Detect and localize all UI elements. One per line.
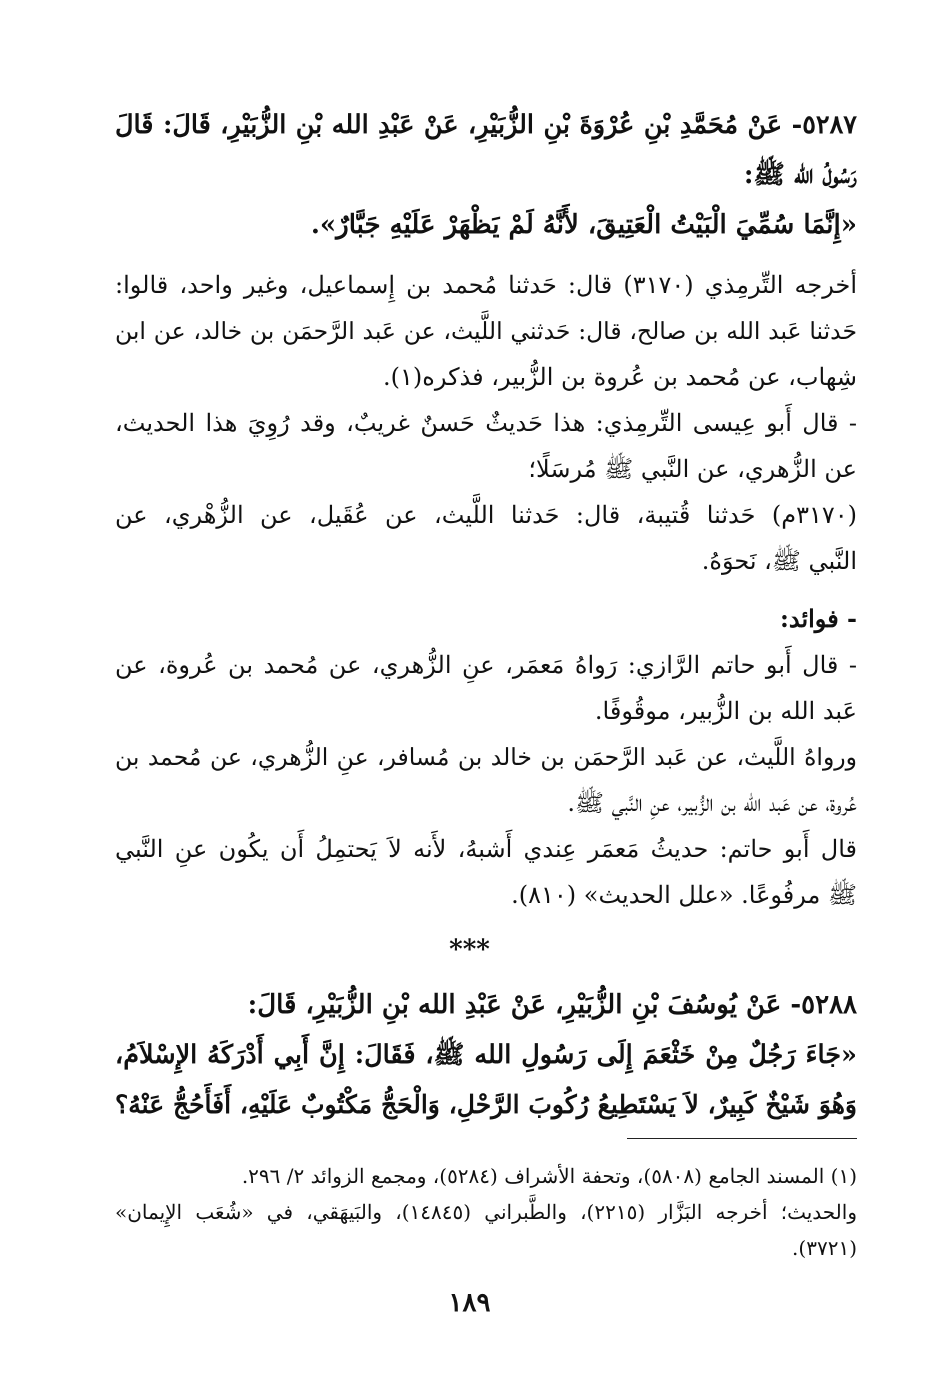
hadith-5288-line-1: ٥٢٨٨- عَنْ يُوسُفَ بْنِ الزُّبَيْرِ، عَنْ عَبْدِ الله بْنِ الزُّبَيْرِ، قَالَ: bbox=[247, 990, 857, 1020]
hadith-5287-line-1: ٥٢٨٧- عَنْ مُحَمَّدِ بْنِ عُرْوَةَ بْنِ الزُّبَيْرِ، عَنْ عَبْدِ الله بْنِ الزُّبَيْرِ، قَالَ: قَالَ bbox=[115, 110, 857, 140]
fawaid-line-2: عَبد الله بن الزُّبير، موقُوفًا. bbox=[594, 697, 857, 725]
footnote-line-2: والحديث؛ أخرجه البَزَّار (٢٢١٥)، والطَّبراني (١٤٨٤٥)، والبَيهَقي، في «شُعَب الإِيمان» bbox=[115, 1200, 857, 1224]
hadith-5288-line-3: وَهُوَ شَيْخٌ كَبِيرٌ، لاَ يَسْتَطِيعُ رُكُوبَ الرَّحْلِ، وَالْحَجُّ مَكْتُوبٌ عَلَيْهِ، أَفَأَحُجُّ عَنْهُ؟ bbox=[115, 1090, 857, 1119]
fawaid-heading: - فوائد: bbox=[780, 604, 857, 633]
footnotes bbox=[115, 1158, 857, 1266]
fawaid-line-4: عُروة، عن عَبد الله بن الزُّبير، عنِ النَّبي ﷺ. bbox=[567, 789, 857, 817]
fawaid-line-5: قال أَبو حاتم: حديثُ مَعمَر عِندي أَشبهُ، لأَنه لاَ يَحتمِلُ أَن يكُون عنِ النَّبي bbox=[115, 835, 857, 863]
fawaid-line-6: ﷺ مرفُوعًا. «علل الحديث» (٨١٠). bbox=[511, 881, 857, 909]
takhrij-line-4: - قال أَبو عِيسى التِّرمِذي: هذا حَديثٌ حَسنٌ غريبٌ، وقد رُوِيَ هذا الحديث، bbox=[115, 409, 857, 437]
takhrij-line-2: حَدثنا عَبد الله بن صالح، قال: حَدثني اللَّيث، عن عَبد الرَّحمَن بن خالد، عن ابن bbox=[115, 317, 857, 345]
footnote-separator bbox=[627, 1138, 857, 1139]
takhrij-line-5: عن الزُّهري، عن النَّبي ﷺ مُرسَلًا؛ bbox=[528, 455, 857, 483]
hadith-5287 bbox=[115, 100, 857, 250]
takhrij-line-7: النَّبي ﷺ، نَحوَهُ. bbox=[701, 547, 857, 575]
footnote-line-1: (١) المسند الجامع (٥٨٠٨)، وتحفة الأشراف (٥٢٨٤)، ومجمع الزوائد ٢/ ٢٩٦. bbox=[241, 1164, 857, 1188]
footnote-line-3: (٣٧٢١). bbox=[792, 1236, 857, 1260]
fawaid-line-3: ورواهُ اللَّيث، عن عَبد الرَّحمَن بن خالد بن مُسافر، عنِ الزُّهري، عن مُحمد بن bbox=[115, 743, 857, 771]
takhrij-line-1: أخرجه التِّرمِذي (٣١٧٠) قال: حَدثنا مُحمد بن إِسماعيل، وغير واحد، قالوا: bbox=[115, 271, 857, 299]
hadith-5288-line-2: «جَاءَ رَجُلٌ مِنْ خَثْعَمَ إِلَى رَسُولِ الله ﷺ، فَقَالَ: إِنَّ أَبِي أَدْرَكَهُ الإِسْلاَمُ، bbox=[115, 1040, 857, 1070]
takhrij-line-6: (٣١٧٠م) حَدثنا قُتيبة، قال: حَدثنا اللَّيث، عن عُقَيل، عن الزُّهْري، عن bbox=[115, 501, 857, 529]
hadith-5288 bbox=[115, 980, 857, 1130]
hadith-5287-line-2: رَسُولُ الله ﷺ: bbox=[743, 160, 857, 190]
takhrij-section bbox=[115, 262, 857, 584]
fawaid-line-1: - قال أَبو حاتم الرَّازي: رَواهُ مَعمَر، عنِ الزُّهري، عن مُحمد بن عُروة، عن bbox=[115, 651, 857, 679]
takhrij-line-3: شِهاب، عن مُحمد بن عُروة بن الزُّبير، فذكره(١). bbox=[383, 363, 857, 391]
fawaid-section bbox=[115, 596, 857, 918]
hadith-5287-line-3: «إِنَّمَا سُمِّيَ الْبَيْتُ الْعَتِيقَ، لأَنَّهُ لَمْ يَظْهَرْ عَلَيْهِ جَبَّارٌ». bbox=[310, 210, 857, 240]
section-separator-stars: *** bbox=[449, 935, 490, 965]
page-number: ١٨٩ bbox=[448, 1288, 491, 1318]
